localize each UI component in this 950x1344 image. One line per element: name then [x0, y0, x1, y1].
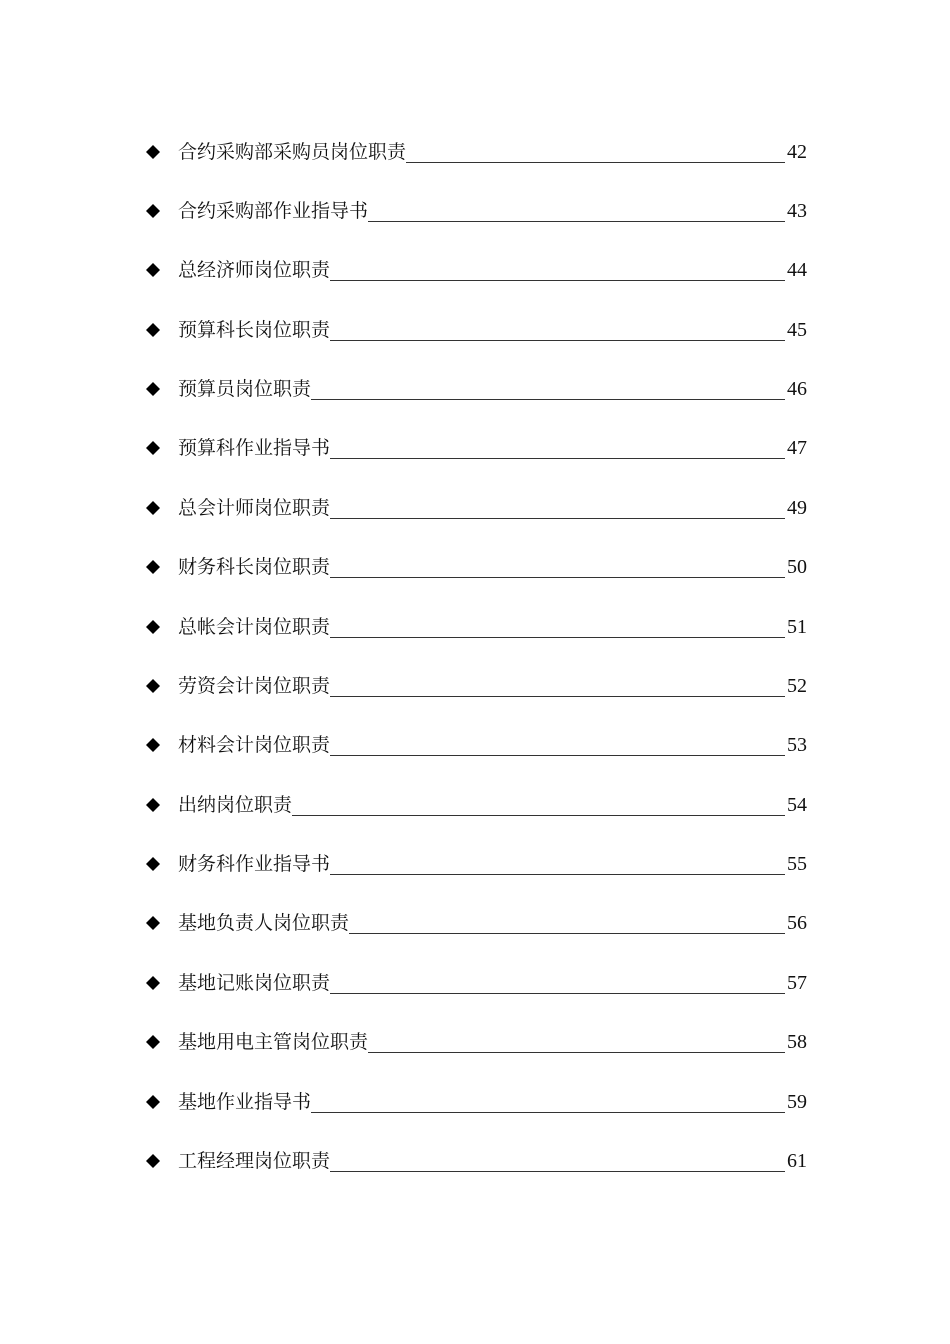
diamond-bullet-icon [145, 1034, 161, 1050]
toc-entry-page: 61 [787, 1150, 807, 1172]
toc-leader-line [368, 1051, 785, 1053]
toc-entry[interactable] [145, 551, 807, 581]
diamond-bullet-icon [145, 144, 161, 160]
toc-entry-title: 材料会计岗位职责 [178, 734, 331, 756]
toc-entry-title: 预算科长岗位职责 [178, 319, 331, 341]
toc-entry[interactable] [145, 314, 807, 344]
toc-entry[interactable] [145, 907, 807, 937]
toc-entry-title: 合约采购部作业指导书 [178, 200, 369, 222]
toc-entry[interactable] [145, 967, 807, 997]
toc-leader-line [368, 220, 785, 222]
toc-entry-page: 58 [787, 1031, 807, 1053]
diamond-bullet-icon [145, 678, 161, 694]
toc-entry-title: 财务科长岗位职责 [178, 556, 331, 578]
diamond-bullet-icon [145, 559, 161, 575]
toc-entry[interactable] [145, 492, 807, 522]
toc-entry-page: 45 [787, 319, 807, 341]
toc-leader-line [330, 636, 785, 638]
toc-entry-page: 52 [787, 675, 807, 697]
toc-leader-line [311, 1111, 785, 1113]
toc-entry-title: 合约采购部采购员岗位职责 [178, 141, 407, 163]
toc-entry-title: 基地负责人岗位职责 [178, 912, 350, 934]
toc-leader-line [330, 279, 785, 281]
toc-entry[interactable] [145, 136, 807, 166]
toc-entry[interactable] [145, 611, 807, 641]
toc-entry-page: 56 [787, 912, 807, 934]
diamond-bullet-icon [145, 500, 161, 516]
toc-entry-title: 工程经理岗位职责 [178, 1150, 331, 1172]
toc-entry-page: 50 [787, 556, 807, 578]
toc-entry[interactable] [145, 432, 807, 462]
diamond-bullet-icon [145, 203, 161, 219]
toc-entry-title: 总会计师岗位职责 [178, 497, 331, 519]
toc-entry-title: 预算科作业指导书 [178, 437, 331, 459]
toc-entry[interactable] [145, 254, 807, 284]
toc-entry-title: 基地用电主管岗位职责 [178, 1031, 369, 1053]
diamond-bullet-icon [145, 856, 161, 872]
toc-leader-line [330, 992, 785, 994]
toc-entry[interactable] [145, 848, 807, 878]
diamond-bullet-icon [145, 1153, 161, 1169]
toc-entry-page: 47 [787, 437, 807, 459]
diamond-bullet-icon [145, 381, 161, 397]
toc-entry[interactable] [145, 1026, 807, 1056]
toc-entry-title: 财务科作业指导书 [178, 853, 331, 875]
toc-leader-line [330, 754, 785, 756]
toc-leader-line [311, 398, 785, 400]
toc-entry-title: 总经济师岗位职责 [178, 259, 331, 281]
toc-entry-page: 46 [787, 378, 807, 400]
toc-entry-page: 55 [787, 853, 807, 875]
toc-entry-page: 43 [787, 200, 807, 222]
toc-entry-title: 基地记账岗位职责 [178, 972, 331, 994]
diamond-bullet-icon [145, 1094, 161, 1110]
toc-leader-line [406, 161, 785, 163]
toc-entry[interactable] [145, 789, 807, 819]
diamond-bullet-icon [145, 915, 161, 931]
toc-entry[interactable] [145, 1086, 807, 1116]
toc-entry-page: 59 [787, 1091, 807, 1113]
toc-entry-page: 44 [787, 259, 807, 281]
toc-leader-line [330, 576, 785, 578]
diamond-bullet-icon [145, 440, 161, 456]
diamond-bullet-icon [145, 797, 161, 813]
toc-entry-page: 51 [787, 616, 807, 638]
diamond-bullet-icon [145, 619, 161, 635]
diamond-bullet-icon [145, 322, 161, 338]
toc-entry-title: 出纳岗位职责 [178, 794, 293, 816]
toc-leader-line [292, 814, 785, 816]
toc-leader-line [330, 695, 785, 697]
toc-leader-line [330, 517, 785, 519]
diamond-bullet-icon [145, 737, 161, 753]
toc-entry-page: 49 [787, 497, 807, 519]
diamond-bullet-icon [145, 975, 161, 991]
toc-entry-title: 预算员岗位职责 [178, 378, 312, 400]
toc-entry[interactable] [145, 670, 807, 700]
toc-entry[interactable] [145, 1145, 807, 1175]
diamond-bullet-icon [145, 262, 161, 278]
toc-entry-page: 53 [787, 734, 807, 756]
toc-entry[interactable] [145, 195, 807, 225]
toc-entry-title: 基地作业指导书 [178, 1091, 312, 1113]
toc-entry[interactable] [145, 373, 807, 403]
toc-leader-line [330, 1170, 785, 1172]
toc-entry-page: 54 [787, 794, 807, 816]
toc-entry-title: 总帐会计岗位职责 [178, 616, 331, 638]
toc-leader-line [349, 932, 785, 934]
toc-entry[interactable] [145, 729, 807, 759]
toc-leader-line [330, 873, 785, 875]
toc-leader-line [330, 457, 785, 459]
toc-leader-line [330, 339, 785, 341]
toc-entry-page: 42 [787, 141, 807, 163]
toc-entry-title: 劳资会计岗位职责 [178, 675, 331, 697]
toc-entry-page: 57 [787, 972, 807, 994]
